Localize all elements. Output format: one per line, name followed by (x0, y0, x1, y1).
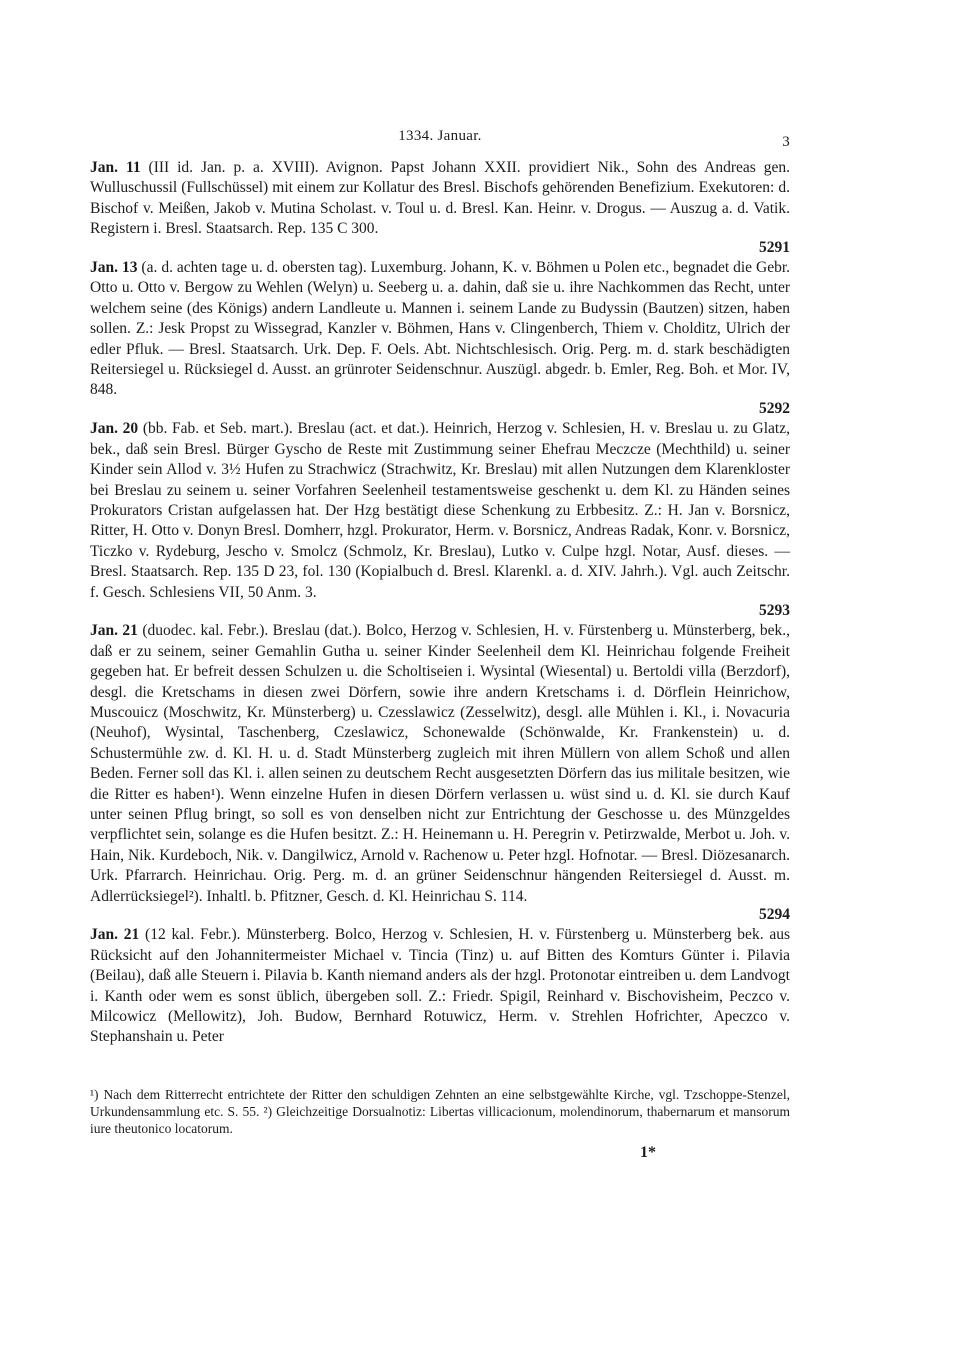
regest-entry (90, 925, 790, 1047)
regest-entry (90, 158, 790, 258)
regest-entry (90, 258, 790, 419)
page-number: 3 (782, 134, 790, 150)
entry-text: (duodec. kal. Febr.). Breslau (dat.). Bolco, Herzog v. Schlesien, H. v. Fürstenberg u. Münsterberg, bek., daß er zu seinem, seiner Gemahlin Gutha u. seiner Kinder Seelenheil dem Kl. Heinrichau folgende Freiheit gegeben hat. Er befreit dessen Schulzen u. die Scholtiseien i. Wysintal (Wiesental) u. Bertoldi villa (Berzdorf), desgl. die Kretschams in diesen zwei Dörfern, sowie ihre andern Kretschams i. d. Dörflein Heinrichow, Muscouicz (Moschwitz, Kr. Münsterberg) u. Czesslawicz (Zesselwitz), desgl. alle Mühlen i. Kl., i. Novacuria (Neuhof), Wysintal, Taschenberg, Czeslawicz, Schonewalde (Schönwalde, Kr. Frankenstein) u. d. Schustermühle zw. d. Kl. H. u. d. Stadt Münsterberg zugleich mit ihren Müllern von allem Schoß und allen Beden. Ferner soll das Kl. i. allen seinen zu deutschem Recht ausgesetzten Dörfern das ius militale besitzen, wie die Ritter es haben¹). Wenn einzelne Hufen in diesen Dörfern verlassen u. wüst sind u. d. Kl. sie durch Kauf unter seinen Pflug bringt, so soll es von denselben nicht zur Entrichtung der Geschosse u. des Münzgeldes verpflichtet sein, solange es die Hufen besitzt. Z.: H. Heinemann u. H. Peregrin v. Petirzwalde, Merbot u. Joh. v. Hain, Nik. Kurdeboch, Nik. v. Dangilwicz, Arnold v. Rachenow u. Peter hzgl. Hofnotar. — Bresl. Diözesanarch. Urk. Pfarrarch. Heinrichau. Orig. Perg. m. d. an grüner Seidenschnur hängenden Reitersiegel d. Ausst. m. Adlerrücksiegel²). Inhaltl. b. Pfitzner, Gesch. d. Kl. Heinrichau S. 114. (90, 622, 790, 905)
footnote-text: ¹) Nach dem Ritterrecht entrichtete der Ritter den schuldigen Zehnten an eine selbstgewählte Kirche, vgl. Tzschoppe-Stenzel, Urkundensammlung etc. S. 55. ²) Gleichzeitige Dorsualnotiz: Libertas villicacionum, molendinorum, thabernarum et mansorum iure theutonico locatorum. (90, 1087, 790, 1136)
entry-text: (bb. Fab. et Seb. mart.). Breslau (act. et dat.). Heinrich, Herzog v. Schlesien, H. v. Breslau u. zu Glatz, bek., daß sein Bresl. Bürger Gyscho de Reste mit Zustimmung seiner Ehefrau Meczcze (Mechthild) u. seiner Kinder sein Allod v. 3½ Hufen zu Strachwicz (Strachwitz, Kr. Breslau) mit allen Nutzungen dem Klarenkloster bei Breslau zu seinem u. seiner Vorfahren Seelenheil testamentsweise geschenkt u. dem Kl. zu Händen seines Prokurators Cristan aufgelassen hat. Der Hzg bestätigt diese Schenkung zu Erbbesitz. Z.: H. Jan v. Borsnicz, Ritter, H. Otto v. Donyn Bresl. Domherr, hzgl. Prokurator, Herm. v. Borsnicz, Andreas Radak, Konr. v. Borsnicz, Ticzko v. Rydeburg, Jescho v. Smolcz (Schmolz, Kr. Breslau), Lutko v. Culpe hzgl. Notar, Ausf. dieses. — Bresl. Staatsarch. Rep. 135 D 23, fol. 130 (Kopialbuch d. Bresl. Klarenkl. a. d. XIV. Jahrh.). Vgl. auch Zeitschr. f. Gesch. Schlesiens VII, 50 Anm. 3. (90, 420, 790, 601)
entry-number: 5294 (759, 906, 790, 924)
entry-date: Jan. 11 (90, 159, 141, 176)
regest-entry (90, 419, 790, 621)
entry-number: 5292 (759, 399, 790, 417)
entry-number: 5293 (759, 601, 790, 619)
signature-mark: 1* (640, 1144, 656, 1161)
page-header (90, 128, 790, 150)
running-title: 1334. Januar. (398, 128, 482, 144)
entry-date: Jan. 21 (90, 926, 140, 944)
footnotes (90, 1086, 790, 1137)
entry-date: Jan. 20 (90, 420, 139, 438)
entry-text: (a. d. achten tage u. d. obersten tag). Luxemburg. Johann, K. v. Böhmen u Polen etc., begnadet die Gebr. Otto u. Otto v. Bergow zu Wehlen (Welyn) u. Seeberg u. a. dahin, daß sie u. ihre Nachkommen das Recht, unter welchem seine (des Königs) andern Landleute u. Mannen i. seinem Lande zu Budyssin (Bautzen) sitzen, haben sollen. Z.: Jesk Propst zu Wissegrad, Kanzler v. Böhmen, Hans v. Clingenberch, Thiem v. Cholditz, Ulrich der edler Pfluk. — Bresl. Staatsarch. Urk. Dep. F. Oels. Abt. Nichtschlesisch. Orig. Perg. m. d. stark beschädigten Reitersiegel u. Rücksiegel d. Ausst. an grünroter Seidenschnur. Auszügl. abgedr. b. Emler, Reg. Boh. et Mor. IV, 848. (90, 259, 791, 399)
entry-date: Jan. 13 (90, 259, 138, 277)
document-body (90, 158, 790, 1048)
entry-text: (12 kal. Febr.). Münsterberg. Bolco, Herzog v. Schlesien, H. v. Fürstenberg u. Münsterberg bek. aus Rücksicht auf den Johannitermeister Michael v. Tincia (Tinz) u. auf Bitten des Komturs Günter i. Pilavia (Beilau), daß alle Steuern i. Pilavia b. Kanth niemand anders als der hzgl. Protonotar eintreiben u. dem Landvogt i. Kanth oder wem es sonst üblich, übergeben soll. Z.: Friedr. Spigil, Reinhard v. Bischovisheim, Peczco v. Milcowicz (Mellowitz), Joh. Budow, Bernhard Rotuwicz, Herm. v. Strehlen Hofrichter, Apeczco v. Stephanshain u. Peter (90, 926, 791, 1046)
entry-text: (III id. Jan. p. a. XVIII). Avignon. Papst Johann XXII. providiert Nik., Sohn des Andreas gen. Wulluschussil (Fullschüssel) mit einem zur Kollatur des Bresl. Bischofs gehörenden Benefizium. Exekutoren: d. Bischof v. Meißen, Jakob v. Mutina Scholast. v. Toul u. d. Bresl. Kan. Heinr. v. Drogus. — Auszug a. d. Vatik. Registern i. Bresl. Staatsarch. Rep. 135 C 300. (90, 159, 791, 238)
entry-date: Jan. 21 (90, 622, 138, 640)
entry-number: 5291 (759, 238, 790, 256)
regest-entry (90, 621, 790, 925)
